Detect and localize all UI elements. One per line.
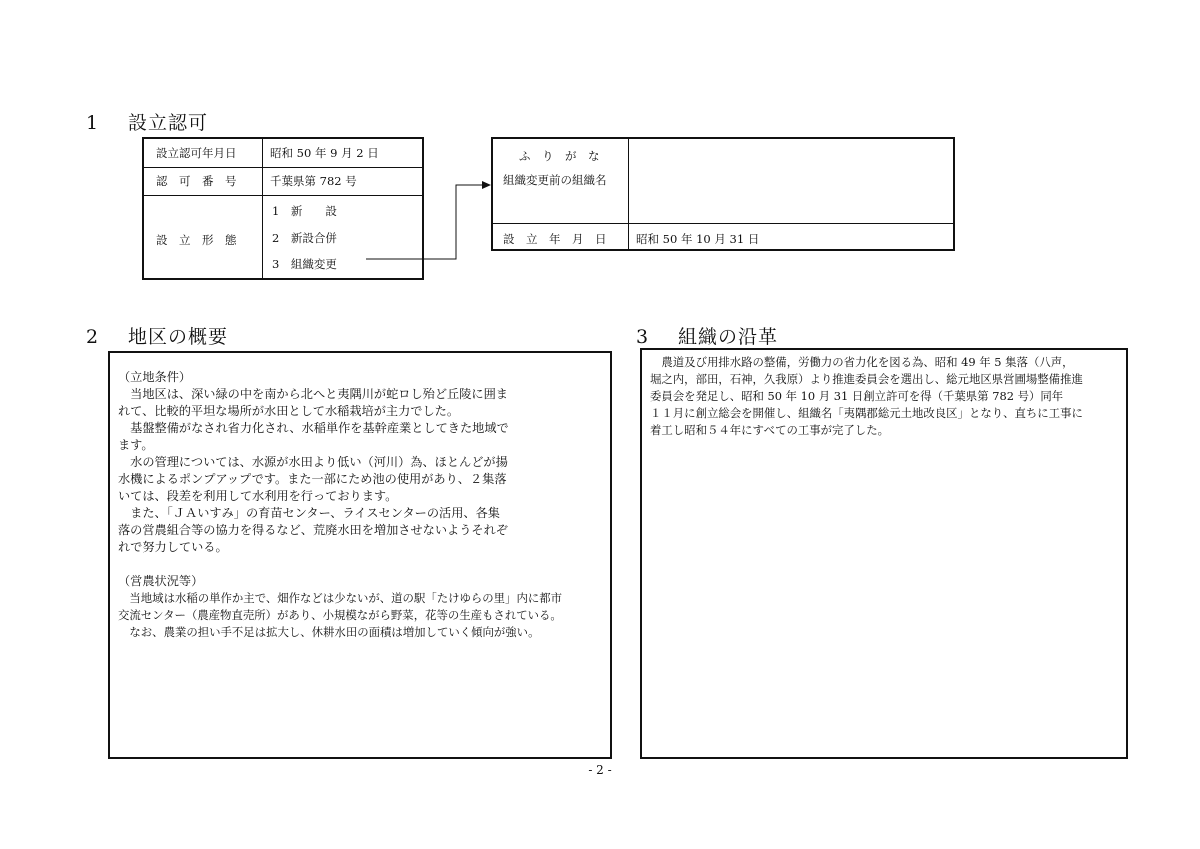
overview-line: ます。 [118,438,154,452]
overview-line: れて、比較的平坦な場所が水田として水稲栽培が主力でした。 [118,404,460,418]
overview-line: れで努力している。 [118,540,228,554]
overview-blank-line [118,556,606,573]
organization-history-text [650,354,1126,439]
history-line: 堀之内，部田，石神，久我原）より推進委員会を選出し、総元地区県営圃場整備推進 [650,372,1083,386]
overview-line: （立地条件） [118,370,192,384]
approval-number-value: 千葉県第 782 号 [270,174,357,188]
former-organization-table [491,137,955,251]
page-number: - 2 - [588,763,612,777]
form-option-reorganization: 3 組織変更 [272,257,337,271]
section1-number: 1 [86,112,100,134]
section3-title: 組織の沿革 [678,326,779,348]
furigana-label: ふ り が な [519,149,600,163]
connector-arrow [360,175,500,265]
section3-heading [636,322,778,349]
section1-heading [86,108,208,135]
overview-line: なお、農業の担い手不足は拡大し、休耕水田の面積は増加していく傾向が強い。 [118,625,540,639]
overview-line: 水の管理については、水源が水田より低い（河川）為、ほとんどが揚 [118,455,508,469]
overview-line: また、「ＪＡいすみ」の育苗センター、ライスセンターの活用、各集 [118,506,500,520]
overview-line: 落の営農組合等の協力を得るなど、荒廃水田を増加させないようそれぞ [118,523,508,537]
overview-line: 基盤整備がなされ省力化され、水稲単作を基幹産業としてきた地域で [118,421,509,435]
history-line: １１月に創立総会を開催し、組織名「夷隅郡総元土地改良区」となり、直ちに工事に [650,406,1083,420]
section2-number: 2 [86,326,100,348]
form-option-merger: 2 新設合併 [272,231,337,245]
approval-number-label: 認 可 番 号 [156,174,237,188]
district-overview-box [108,351,612,759]
founding-date-label: 設 立 年 月 日 [503,232,607,246]
form-option-new: 1 新 設 [272,204,337,218]
approval-date-value: 昭和 50 年 9 月 2 日 [270,146,379,160]
section1-title: 設立認可 [128,112,209,134]
section2-title: 地区の概要 [128,326,229,348]
former-name-label: 組織変更前の組織名 [503,173,607,187]
history-line: 農道及び用排水路の整備，労働力の省力化を図る為、昭和 49 年 5 集落（八声， [650,355,1074,369]
section2-heading [86,322,228,349]
overview-line: 水機によるポンプアップです。また一部にため池の使用があり、２集落 [118,472,507,486]
founding-date-value: 昭和 50 年 10 月 31 日 [636,232,760,246]
overview-line: いては、段差を利用して水利用を行っております。 [118,489,398,503]
establishment-form-label: 設 立 形 態 [156,233,237,247]
organization-history-box [640,348,1128,759]
overview-line: （営農状況等） [118,574,204,588]
district-overview-text [118,369,606,641]
overview-line: 当地区は、深い緑の中を南から北へと夷隅川が蛇ロし殆ど丘陵に囲ま [118,387,508,401]
section3-number: 3 [636,326,650,348]
history-line: 委員会を発足し、昭和 50 年 10 月 31 日創立許可を得（千葉県第 782 号）同年 [650,389,1064,403]
history-line: 着工し昭和５４年にすべての工事が完了した。 [650,423,889,437]
overview-line: 当地域は水稲の単作か主で、畑作などは少ないが、道の駅「たけゆらの里」内に都市 [118,591,563,605]
overview-line: 交流センター（農産物直売所）があり、小規模ながら野菜，花等の生産もされている。 [118,608,562,622]
approval-date-label: 設立認可年月日 [156,146,237,160]
